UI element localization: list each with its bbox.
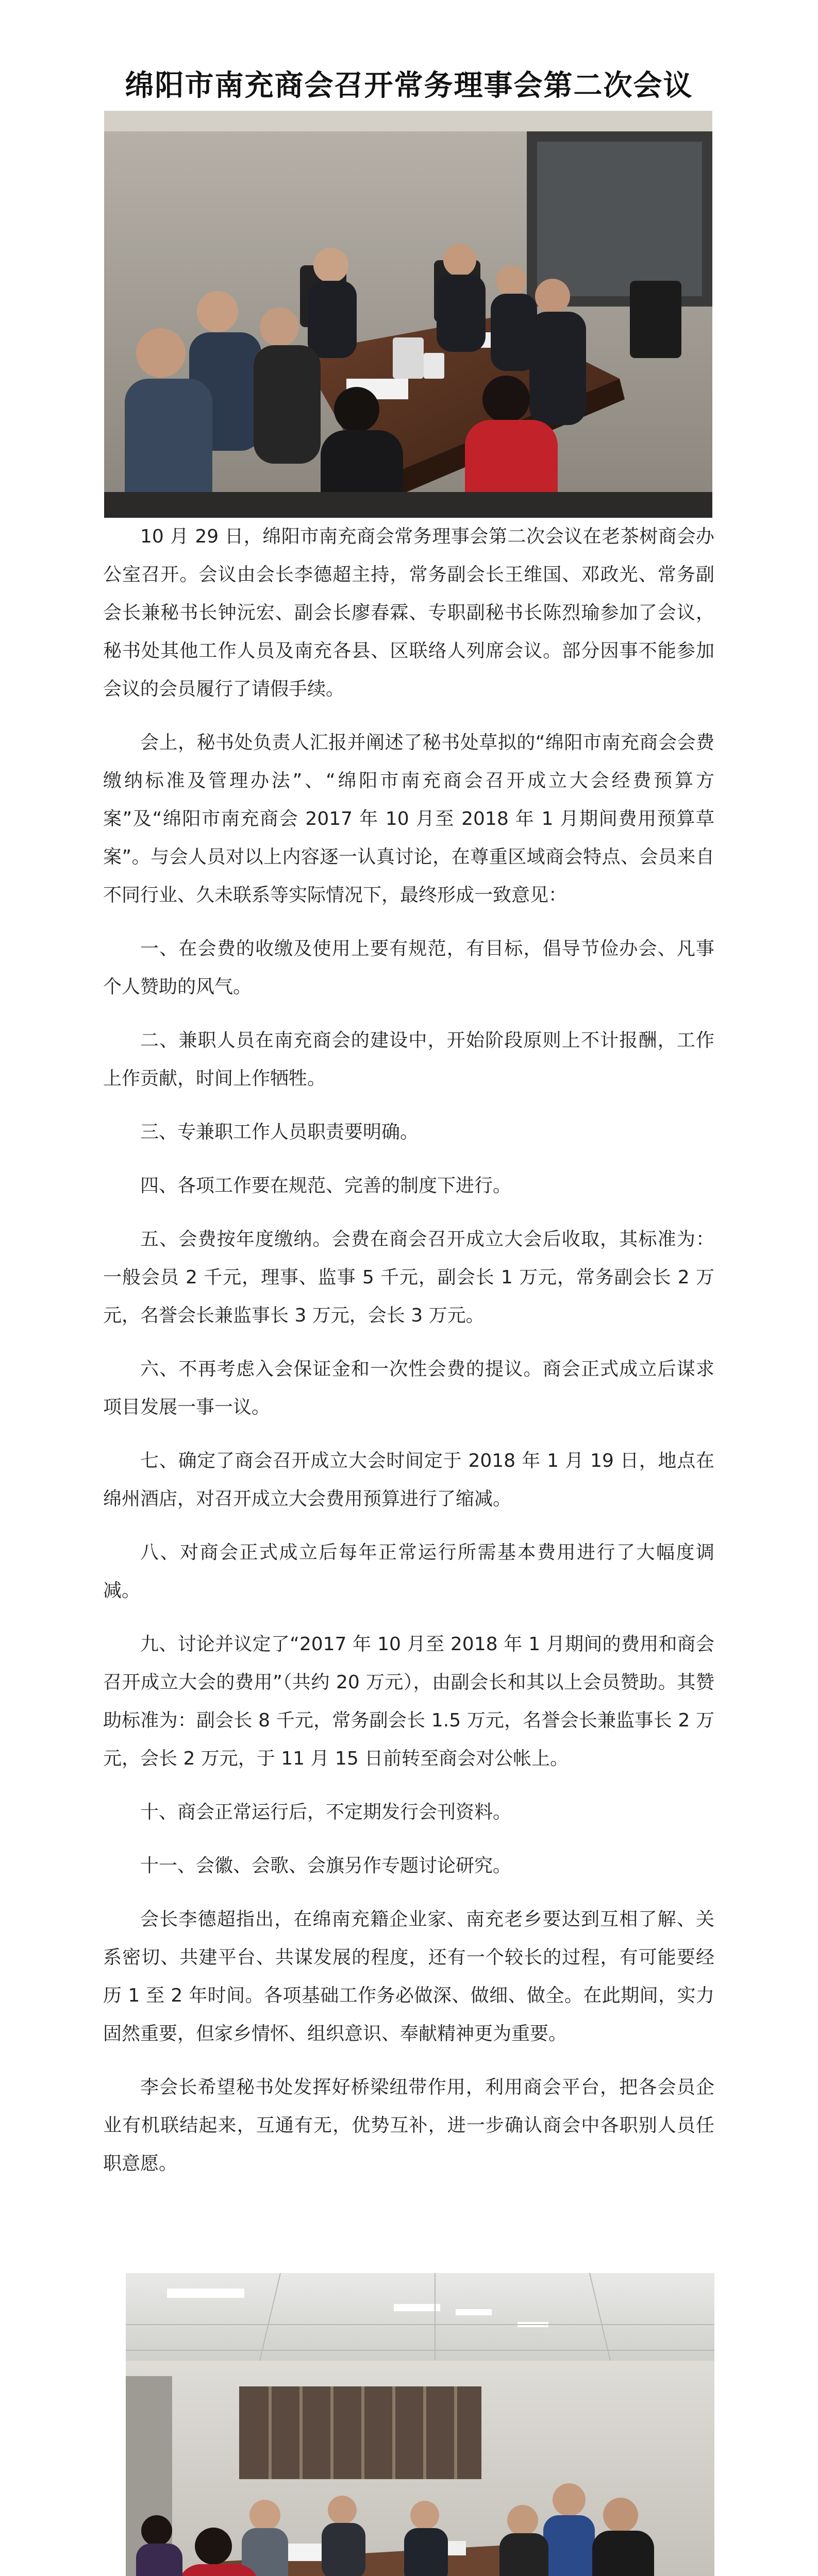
article-paragraph: 会长李德超指出，在绵南充籍企业家、南充老乡要达到互相了解、关系密切、共建平台、共谋发展的程度，还有一个较长的过程，有可能要经历 1 至 2 年时间。各项基础工作务必做深、做细、做全。在此期间，实力固然重要，但家乡情怀、组织意识、奉献精神更为重要。 (103, 1909, 714, 2044)
article-paragraph: 十一、会徽、会歌、会旗另作专题讨论研究。 (140, 1855, 512, 1876)
article-paragraph: 会上，秘书处负责人汇报并阐述了秘书处草拟的“绵阳市南充商会会费缴纳标准及管理办法”、“绵阳市南充商会召开成立大会经费预算方案”及“绵阳市南充商会 2017 年 10 月至 2018 年 1 月期间费用预算草案”。与会人员对以上内容逐一认真讨论，在尊重区域商会特点、会员来自不同行业、久未联系等实际情况下，最终形成一致意见： (103, 732, 714, 906)
article-paragraph: 七、确定了商会召开成立大会时间定于 2018 年 1 月 19 日，地点在绵州酒店，对召开成立大会费用预算进行了缩减。 (103, 1450, 714, 1510)
article-paragraph: 四、各项工作要在规范、完善的制度下进行。 (140, 1175, 512, 1196)
meeting-photo-bottom-image (126, 2273, 714, 2576)
article-body (103, 518, 714, 2198)
article-paragraph: 六、不再考虑入会保证金和一次性会费的提议。商会正式成立后谋求项目发展一事一议。 (103, 1359, 714, 1418)
article-paragraph: 李会长希望秘书处发挥好桥梁纽带作用，利用商会平台，把各会员企业有机联结起来，互通有无，优势互补，进一步确认商会中各职别人员任职意愿。 (103, 2077, 714, 2174)
article-paragraph: 五、会费按年度缴纳。会费在商会召开成立大会后收取，其标准为：一般会员 2 千元，理事、监事 5 千元，副会长 1 万元，常务副会长 2 万元，名誉会长兼监事长 3 万元，会长 3 万元。 (103, 1229, 714, 1326)
meeting-photo-top-image (104, 111, 712, 518)
article-paragraph: 三、专兼职工作人员职责要明确。 (140, 1122, 419, 1143)
meeting-photo-bottom (126, 2273, 714, 2576)
article-paragraph: 一、在会费的收缴及使用上要有规范，有目标，倡导节俭办会、凡事个人赞助的风气。 (103, 938, 714, 997)
article-paragraph: 二、兼职人员在南充商会的建设中，开始阶段原则上不计报酬，工作上作贡献，时间上作牺牲。 (103, 1030, 714, 1089)
article-paragraph: 九、讨论并议定了“2017 年 10 月至 2018 年 1 月期间的费用和商会召开成立大会的费用”（共约 20 万元），由副会长和其以上会员赞助。其赞助标准为：副会长 8 千元，常务副会长 1.5 万元，名誉会长兼监事长 2 万元，会长 2 万元，于 11 月 15 日前转至商会对公帐上。 (103, 1634, 714, 1769)
article-title: 绵阳市南充商会召开常务理事会第二次会议 (125, 69, 693, 103)
article-paragraph: 八、对商会正式成立后每年正常运行所需基本费用进行了大幅度调减。 (103, 1542, 714, 1601)
meeting-photo-top (104, 111, 712, 518)
article-paragraph: 10 月 29 日，绵阳市南充商会常务理事会第二次会议在老茶树商会办公室召开。会议由会长李德超主持，常务副会长王维国、邓政光、常务副会长兼秘书长钟沅宏、副会长廖春霖、专职副秘书长陈烈瑜参加了会议，秘书处其他工作人员及南充各县、区联络人列席会议。部分因事不能参加会议的会员履行了请假手续。 (103, 526, 714, 700)
article-paragraph: 十、商会正常运行后，不定期发行会刊资料。 (140, 1802, 512, 1823)
